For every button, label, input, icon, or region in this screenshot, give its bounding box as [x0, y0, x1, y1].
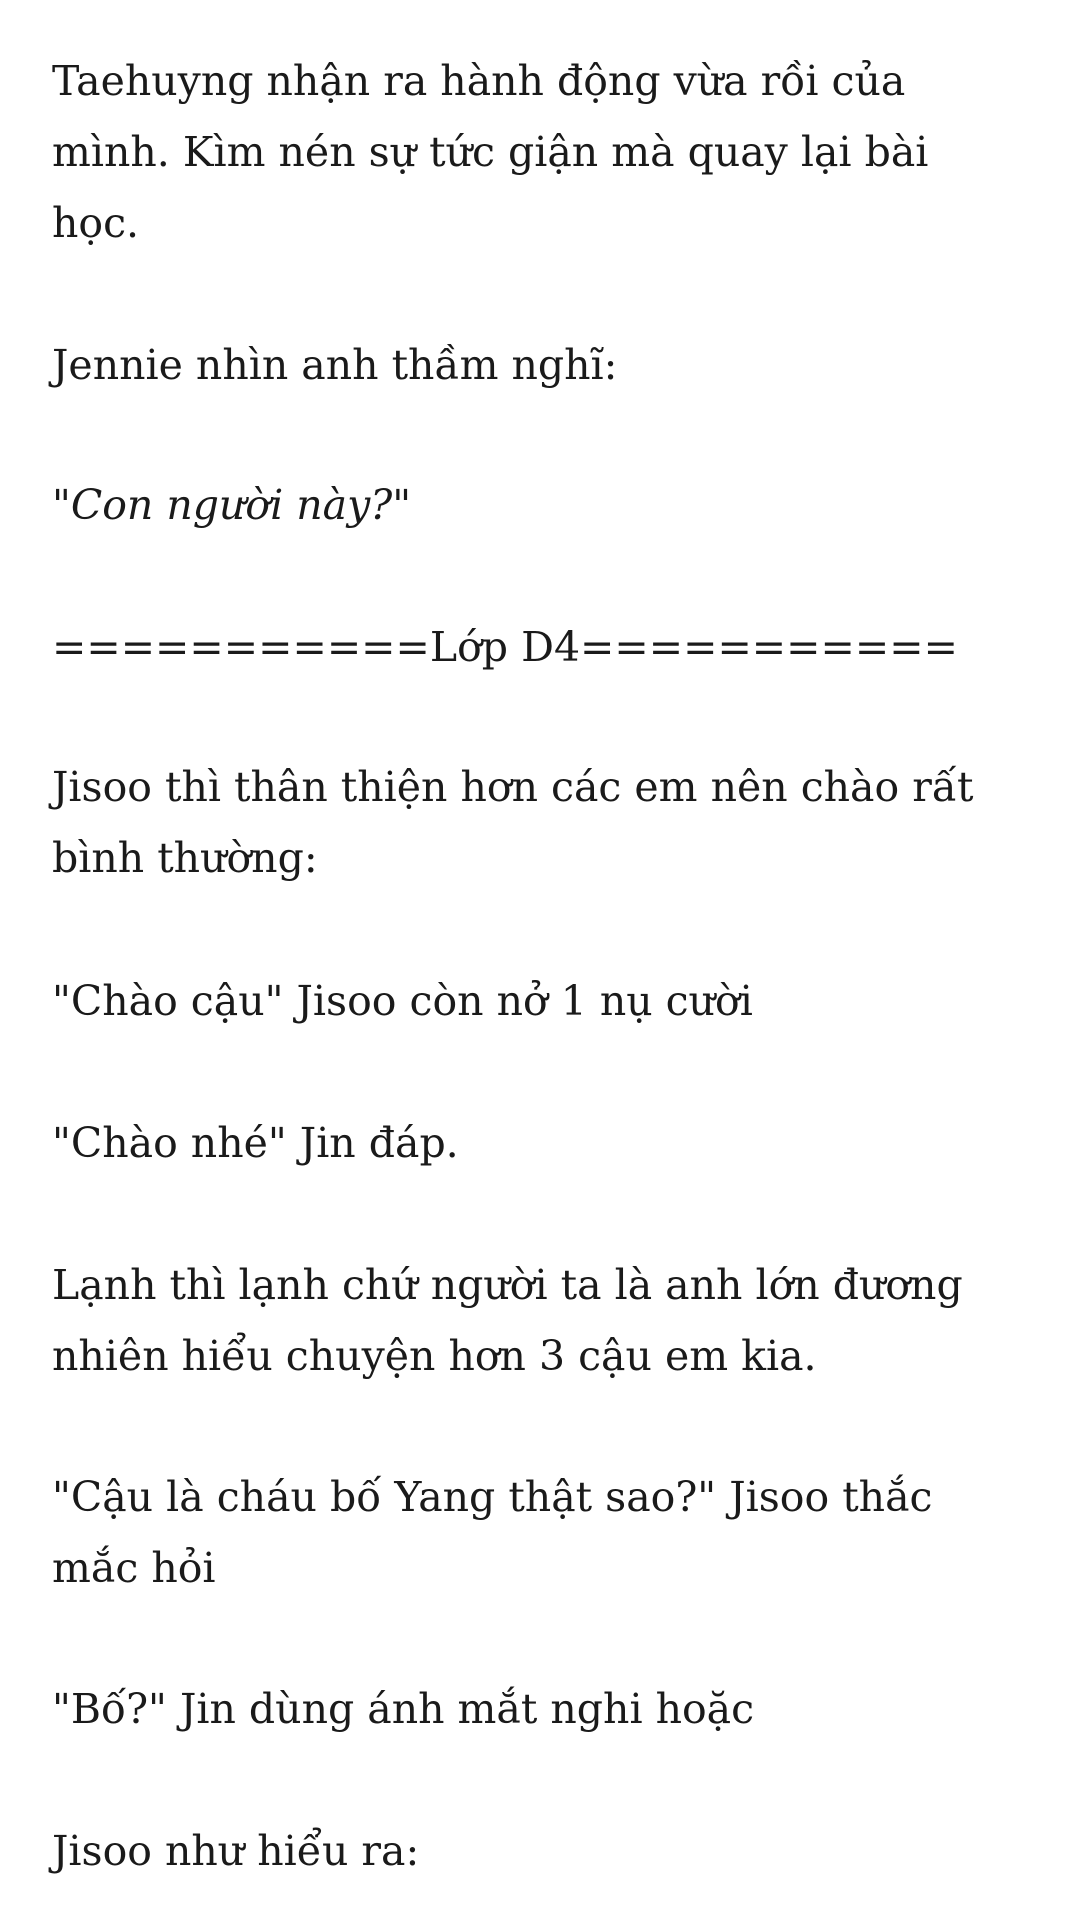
- paragraph-5: [52, 752, 1042, 894]
- text-line: học.: [52, 199, 140, 247]
- text-line: Jisoo như hiểu ra:: [52, 1827, 420, 1875]
- open-quote: ": [52, 481, 71, 529]
- text-line: nhiên hiểu chuyện hơn 3 cậu em kia.: [52, 1332, 817, 1380]
- paragraph-7: [52, 1108, 1042, 1179]
- text-line: bình thường:: [52, 834, 318, 882]
- paragraph-3-quote: [52, 470, 1042, 541]
- text-line: mắc hỏi: [52, 1544, 216, 1592]
- paragraph-8: [52, 1250, 1042, 1392]
- text-line: [52, 470, 1042, 541]
- paragraph-2: [52, 330, 1042, 401]
- paragraph-1: [52, 46, 1042, 259]
- text-line: mình. Kìm nén sự tức giận mà quay lại bài: [52, 128, 929, 176]
- text-line: Taehuyng nhận ra hành động vừa rồi của: [52, 57, 906, 105]
- text-line: "Cậu là cháu bố Yang thật sao?" Jisoo thắc: [52, 1473, 933, 1521]
- text-line: Jennie nhìn anh thầm nghĩ:: [52, 341, 618, 389]
- text-line: Jisoo thì thân thiện hơn các em nên chào rất: [52, 763, 974, 811]
- paragraph-10: [52, 1674, 1042, 1745]
- paragraph-9: [52, 1462, 1042, 1604]
- section-divider: [52, 612, 1042, 683]
- text-line: "Bố?" Jin dùng ánh mắt nghi hoặc: [52, 1685, 755, 1733]
- paragraph-11: [52, 1816, 1042, 1887]
- text-line: Lạnh thì lạnh chứ người ta là anh lớn đương: [52, 1261, 963, 1309]
- paragraph-6: [52, 966, 1042, 1037]
- text-line: ===========Lớp D4===========: [52, 623, 958, 671]
- text-line: "Chào nhé" Jin đáp.: [52, 1119, 459, 1167]
- italic-thought: Con người này?": [70, 481, 412, 529]
- text-line: "Chào cậu" Jisoo còn nở 1 nụ cười: [52, 977, 753, 1025]
